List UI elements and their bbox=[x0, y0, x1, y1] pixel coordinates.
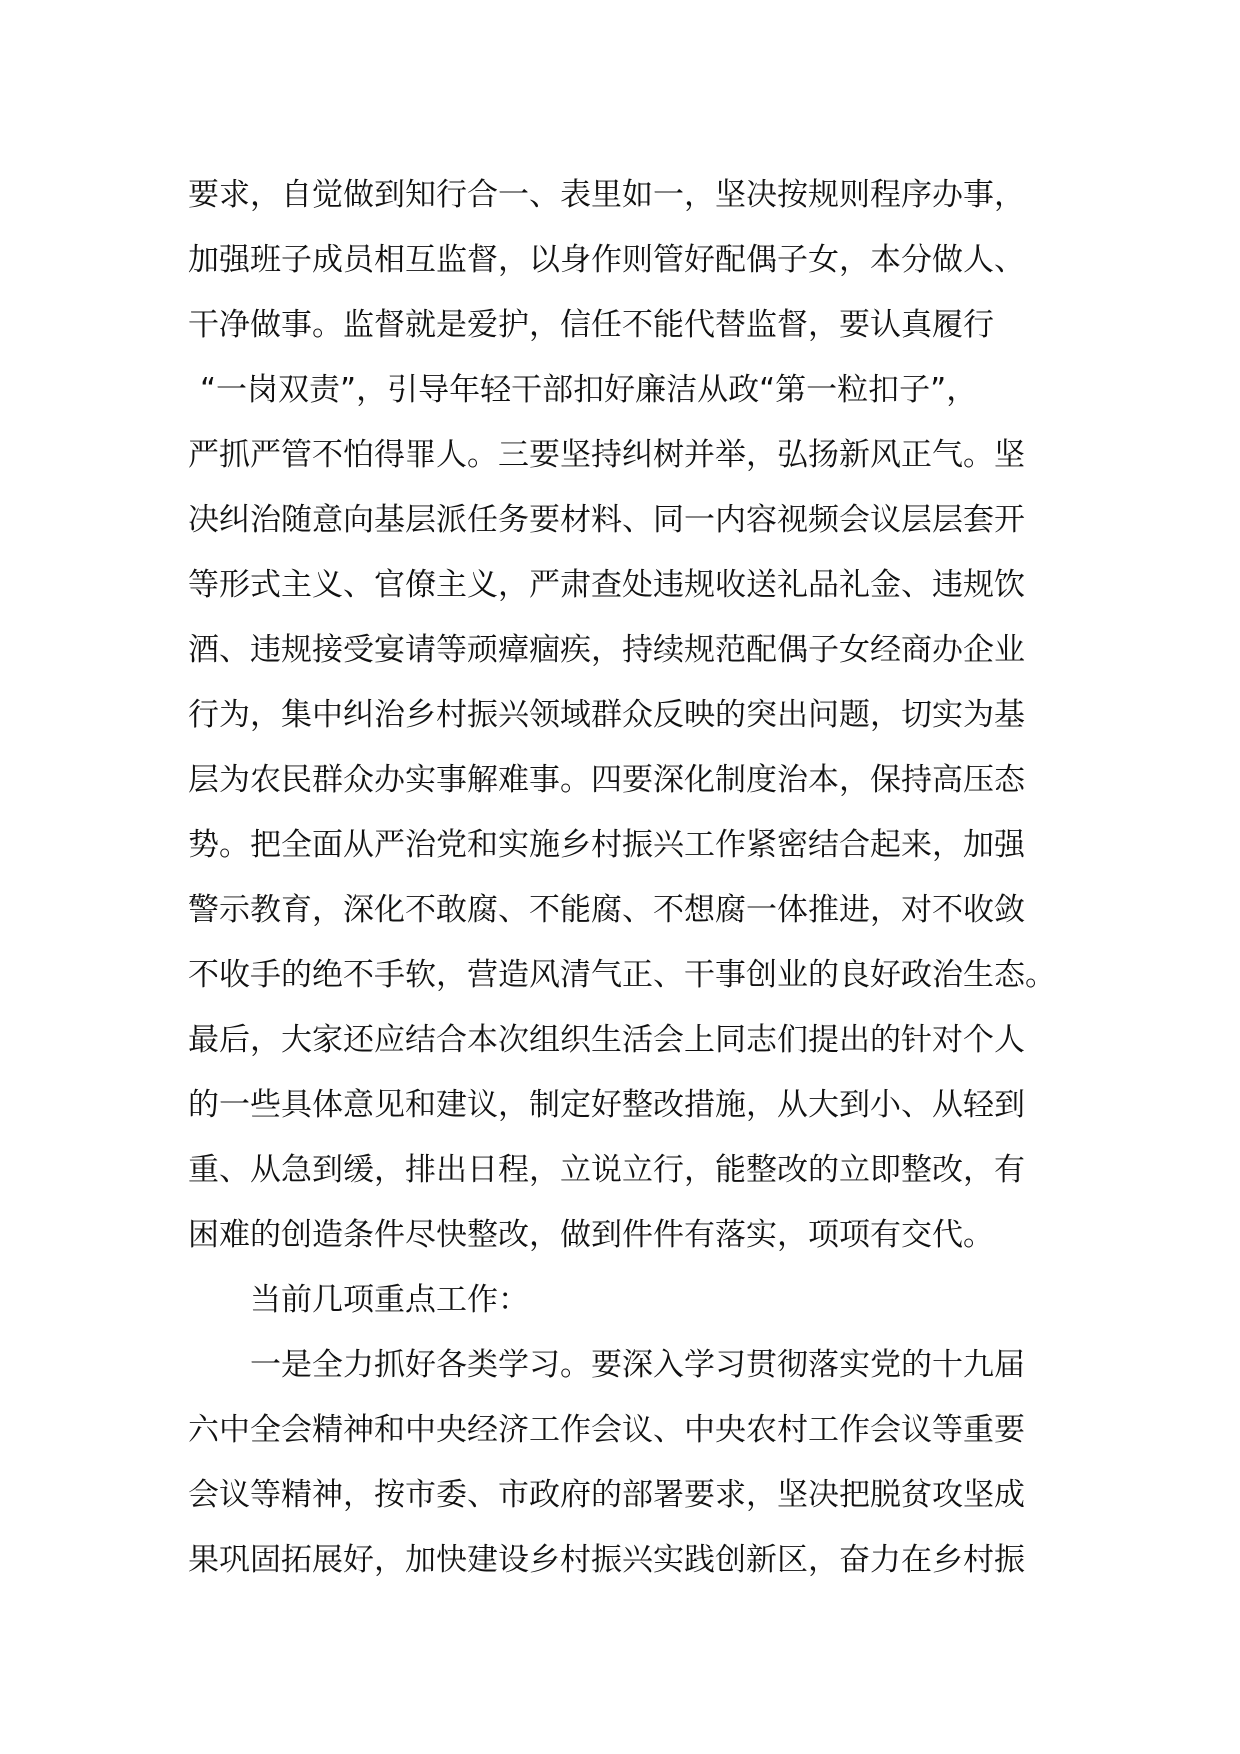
text-line: 不收手的绝不手软，营造风清气正、干事创业的良好政治生态。 bbox=[188, 957, 1056, 993]
text-line: 层为农民群众办实事解难事。四要深化制度治本，保持高压态 bbox=[188, 762, 1025, 798]
text-line: 加强班子成员相互监督，以身作则管好配偶子女，本分做人、 bbox=[188, 242, 1025, 278]
text-line: 酒、违规接受宴请等顽瘴痼疾，持续规范配偶子女经商办企业 bbox=[188, 632, 1025, 668]
text-line: 干净做事。监督就是爱护，信任不能代替监督，要认真履行 bbox=[188, 307, 994, 343]
text-line: 警示教育，深化不敢腐、不能腐、不想腐一体推进，对不收敛 bbox=[188, 892, 1025, 928]
text-line: 一是全力抓好各类学习。要深入学习贯彻落实党的十九届 bbox=[250, 1347, 1025, 1383]
text-line: 严抓严管不怕得罪人。三要坚持纠树并举，弘扬新风正气。坚 bbox=[188, 437, 1025, 473]
text-line: “一岗双责”，引导年轻干部扣好廉洁从政“第一粒扣子”， bbox=[200, 372, 978, 408]
body-text bbox=[188, 163, 1088, 1593]
text-line: 行为，集中纠治乡村振兴领域群众反映的突出问题，切实为基 bbox=[188, 697, 1025, 733]
section-heading: 当前几项重点工作： bbox=[250, 1282, 529, 1318]
text-line: 等形式主义、官僚主义，严肃查处违规收送礼品礼金、违规饮 bbox=[188, 567, 1025, 603]
text-line: 势。把全面从严治党和实施乡村振兴工作紧密结合起来，加强 bbox=[188, 827, 1025, 863]
text-line: 的一些具体意见和建议，制定好整改措施，从大到小、从轻到 bbox=[188, 1087, 1025, 1123]
text-line: 最后，大家还应结合本次组织生活会上同志们提出的针对个人 bbox=[188, 1022, 1025, 1058]
text-line: 要求，自觉做到知行合一、表里如一，坚决按规则程序办事， bbox=[188, 177, 1025, 213]
text-line: 六中全会精神和中央经济工作会议、中央农村工作会议等重要 bbox=[188, 1412, 1025, 1448]
text-line: 决纠治随意向基层派任务要材料、同一内容视频会议层层套开 bbox=[188, 502, 1025, 538]
text-line: 果巩固拓展好，加快建设乡村振兴实践创新区，奋力在乡村振 bbox=[188, 1542, 1025, 1578]
text-line: 会议等精神，按市委、市政府的部署要求，坚决把脱贫攻坚成 bbox=[188, 1477, 1025, 1513]
text-line: 困难的创造条件尽快整改，做到件件有落实，项项有交代。 bbox=[188, 1217, 994, 1253]
text-line: 重、从急到缓，排出日程，立说立行，能整改的立即整改，有 bbox=[188, 1152, 1025, 1188]
